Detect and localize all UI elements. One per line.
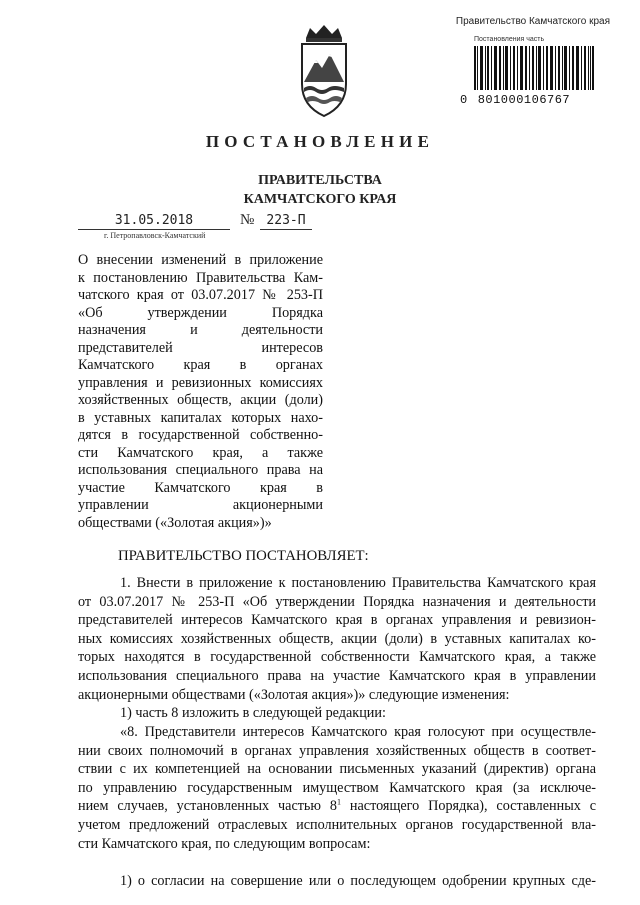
subject-line: обществами («Золотая акция»)»	[78, 514, 272, 531]
document-subject	[78, 252, 323, 532]
para2-line: «8. Представители интересов Камчатского края голосуют при осуществле-	[120, 724, 596, 740]
subject-line: хозяйственных обществ, акции (доли)	[78, 392, 323, 408]
subitem-1	[78, 872, 596, 891]
document-number: 223-П	[260, 213, 312, 230]
subject-line: представителей интересов	[78, 339, 323, 356]
barcode-bars	[474, 46, 594, 90]
coat-of-arms-emblem	[296, 22, 352, 122]
footnote-superscript: 1	[337, 797, 341, 807]
document-place: г. Петропавловск-Камчатский	[104, 231, 206, 240]
para2-line: нием случаев, установленных частью $8^1$ настоящего Порядка), составленных с	[78, 797, 597, 815]
document-date: 31.05.2018	[78, 213, 230, 230]
subject-line: к постановлению Правительства Кам-	[78, 269, 323, 286]
subject-line: участие Камчатского края в	[78, 479, 323, 496]
subject-line: в уставных капиталах которых нахо-	[78, 409, 323, 426]
para1-line: акционерными обществами («Золотая акция»)» следующие изменения:	[78, 686, 510, 703]
subitem-1-text: 1) о согласии на совершение или о последующем одобрении крупных сде-	[120, 873, 596, 889]
para1-line: от 03.07.2017 № 253-П «Об утверждении Порядка назначения и деятельности	[78, 593, 596, 610]
subject-line: О внесении изменений в приложение	[78, 252, 323, 268]
paragraph-2	[78, 723, 596, 853]
decree-statement: ПРАВИТЕЛЬСТВО ПОСТАНОВЛЯЕТ:	[118, 548, 369, 564]
document-type-title: ПОСТАНОВЛЕНИЕ	[205, 132, 435, 151]
item-1	[78, 704, 596, 723]
barcode-label: Постановления часть	[474, 36, 545, 43]
para1-line: ных комиссиях хозяйственных обществ, акции (доли) в уставных капиталах ко-	[78, 630, 596, 647]
barcode-number: 0 801000106767	[460, 93, 571, 107]
para1-line: использования специального права на участие Камчатского края в управлении	[78, 667, 596, 684]
number-sign: №	[240, 212, 255, 228]
para2-line: ствии с их компетенцией на основании письменных указаний (директив) органа	[78, 761, 596, 778]
subject-line: управлении акционерными	[78, 497, 323, 513]
org-stamp	[430, 16, 610, 107]
subject-line: чатского края от 03.07.2017 № 253-П	[78, 287, 323, 303]
issuer-line-2: КАМЧАТСКОГО КРАЯ	[243, 192, 397, 207]
subject-line: использования специального права на	[78, 462, 323, 478]
org-name: Правительство Камчатского края	[455, 16, 610, 27]
paragraph-1	[78, 574, 596, 704]
subject-line: назначения и деятельности	[78, 322, 323, 338]
subject-line: дятся в государственной собственно-	[78, 427, 323, 443]
item-1-text: 1) часть 8 изложить в следующей редакции:	[120, 705, 386, 721]
issuer-line-1: ПРАВИТЕЛЬСТВА	[258, 173, 382, 188]
para2-line: по управлению государственным имуществом Камчатского края (за исключе-	[78, 779, 596, 796]
subject-line: «Об утверждении Порядка	[78, 304, 323, 321]
para2-line: нии своих полномочий в органах управления хозяйственных обществ в соответ-	[78, 742, 596, 759]
para1-line: 1. Внести в приложение к постановлению Правительства Камчатского края	[120, 575, 596, 591]
para1-line: торых находятся в государственной собственности Камчатского края, а также	[78, 649, 596, 666]
issuer-title	[0, 171, 640, 209]
barcode	[460, 36, 608, 106]
subject-line: Камчатского края в органах	[78, 357, 323, 373]
para2-line: учетом предложений отраслевых исполнительных органов государственной вла-	[78, 816, 596, 833]
para1-line: представителей интересов Камчатского края в органах управления и ревизион-	[78, 612, 596, 629]
para2-line: сти Камчатского края, по следующим вопросам:	[78, 835, 371, 852]
subject-line: сти Камчатского края, а также	[78, 444, 323, 461]
subject-line: управления и ревизионных комиссиях	[78, 374, 323, 391]
